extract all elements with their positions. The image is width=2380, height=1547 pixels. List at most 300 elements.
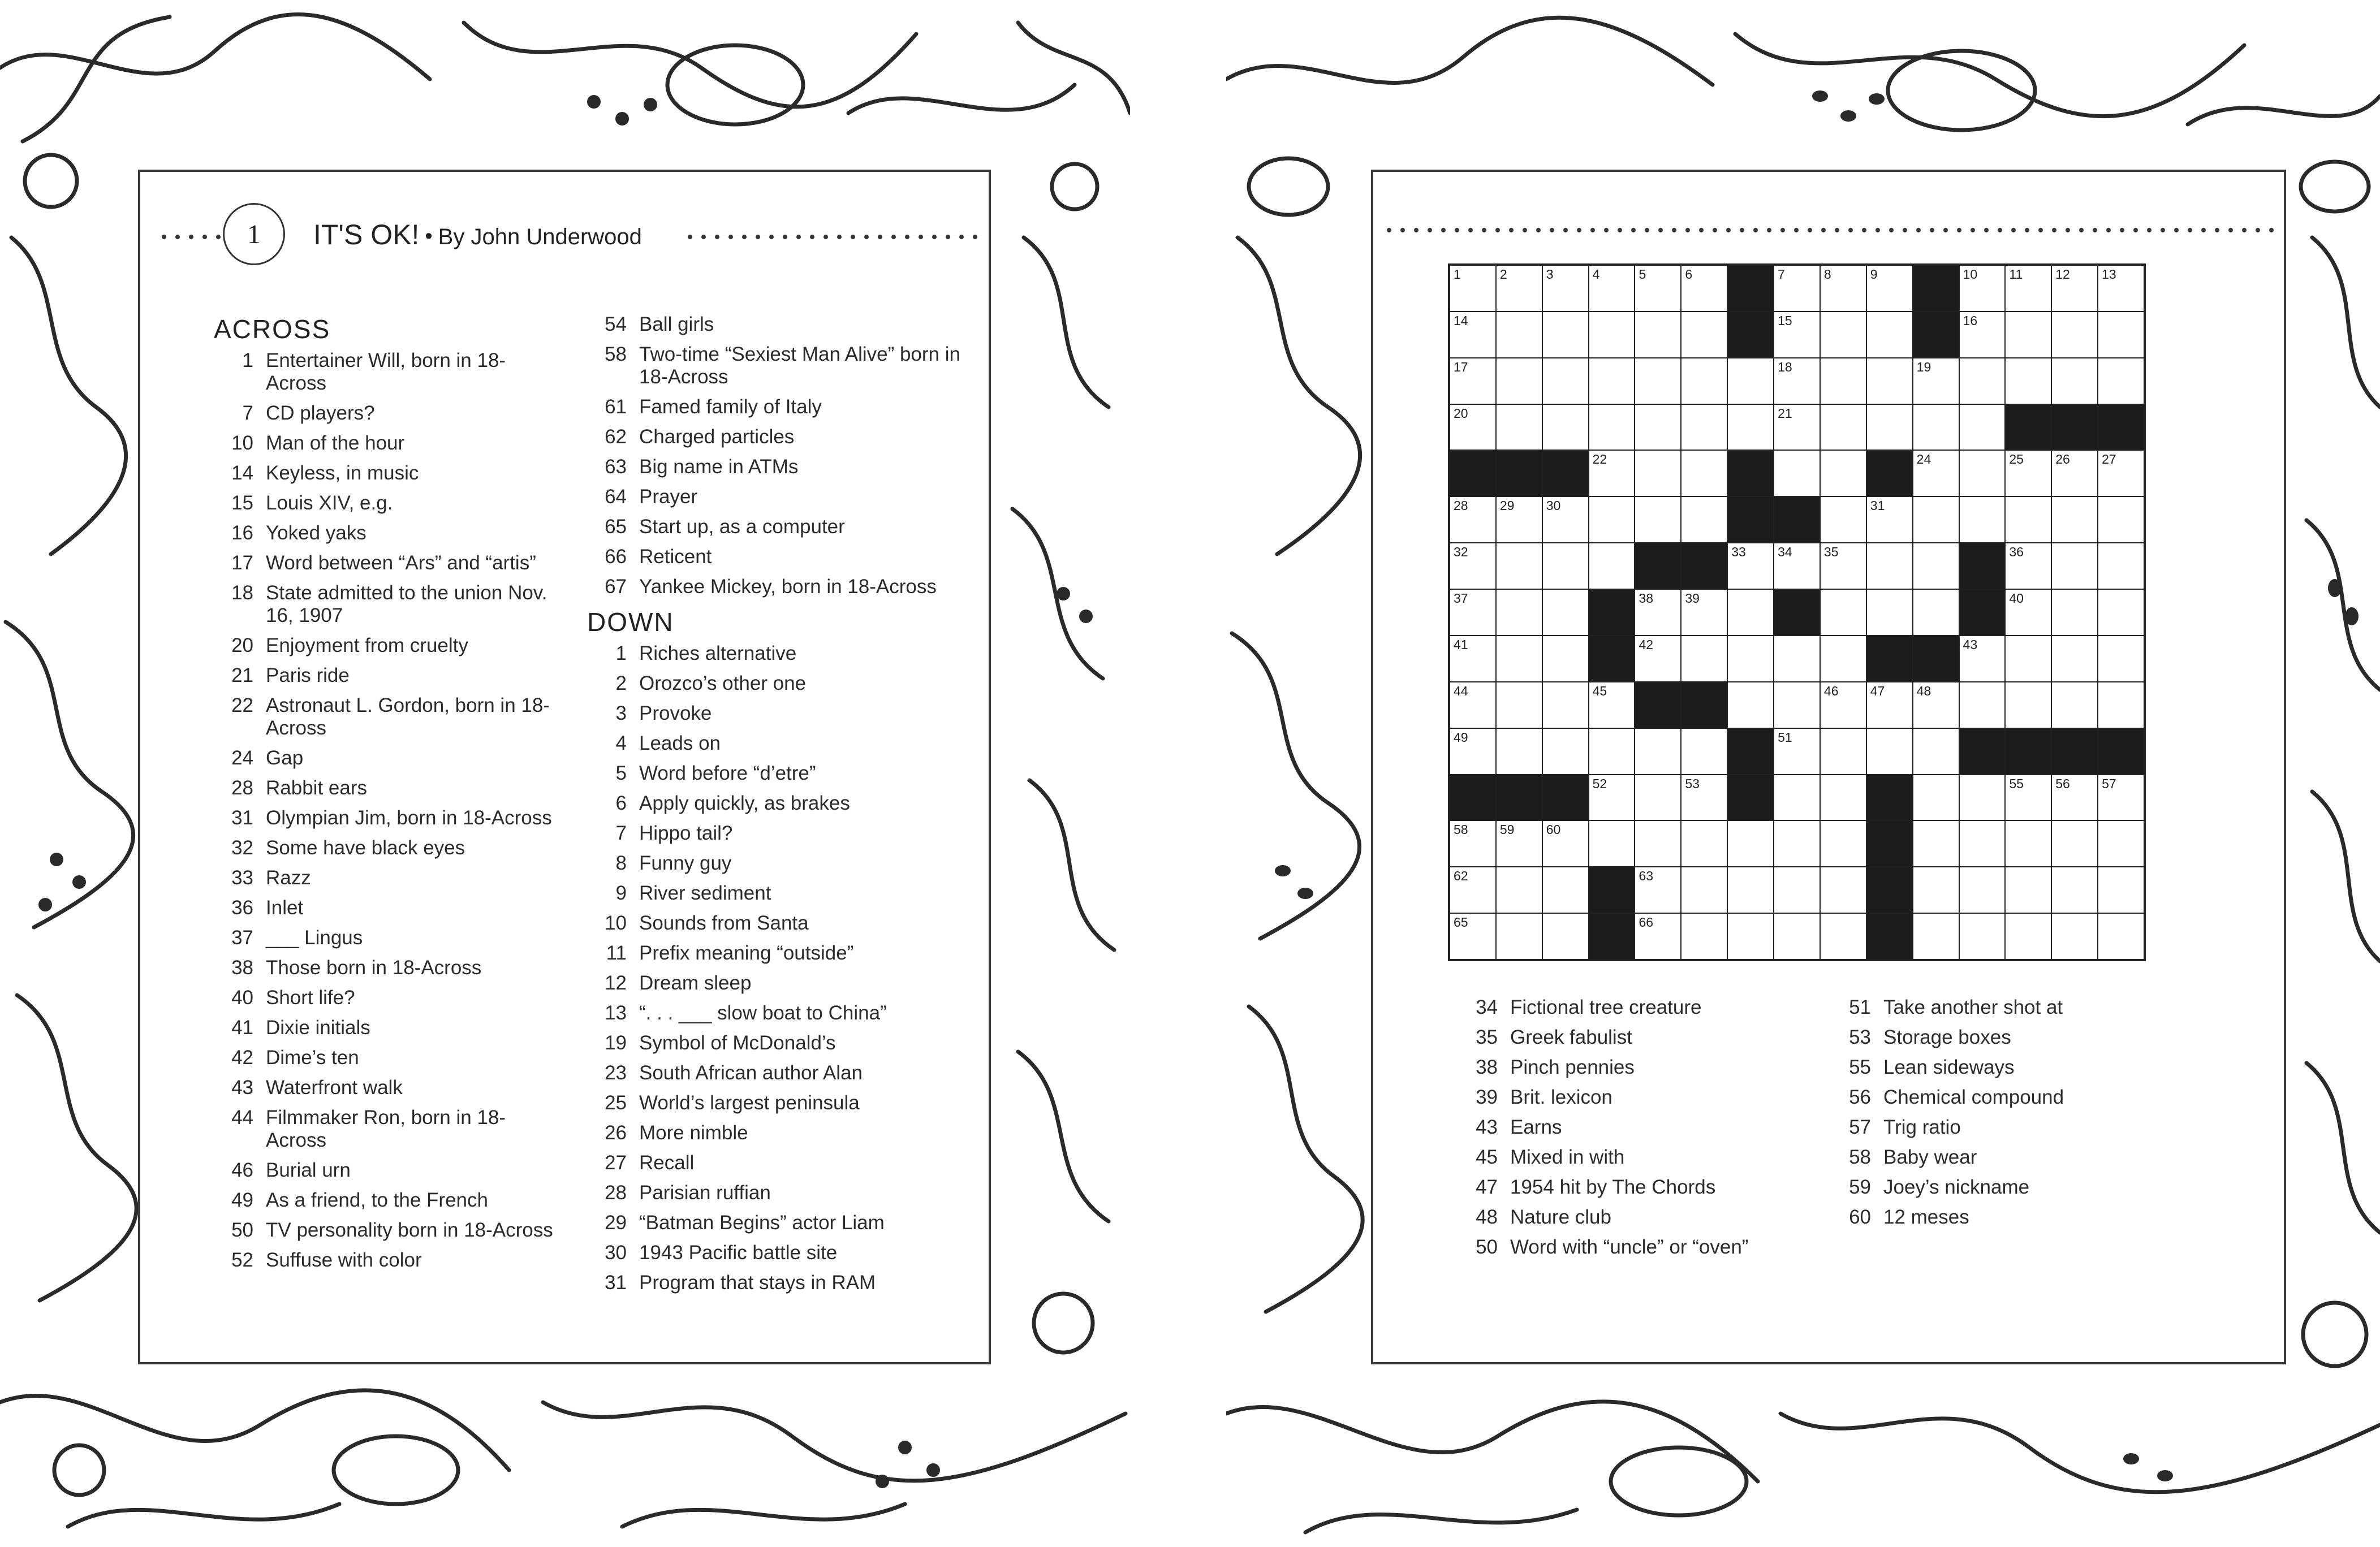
- clue-number: 51: [1849, 996, 1871, 1018]
- grid-cell[interactable]: [1774, 266, 1820, 311]
- cell-number: 62: [1454, 868, 1468, 884]
- cell-number: 45: [1592, 683, 1607, 698]
- grid-cell[interactable]: [1589, 497, 1635, 542]
- grid-cell[interactable]: [1774, 312, 1820, 357]
- cell-number: 55: [2009, 776, 2024, 791]
- grid-cell[interactable]: [1821, 312, 1866, 357]
- clue-item: [214, 1159, 564, 1182]
- grid-cell[interactable]: [1867, 682, 1912, 728]
- grid-cell[interactable]: [1589, 543, 1635, 589]
- grid-cell[interactable]: [2052, 497, 2097, 542]
- grid-cell[interactable]: [1913, 914, 1959, 959]
- grid-cell[interactable]: [2006, 590, 2051, 635]
- grid-cell[interactable]: [1589, 266, 1635, 311]
- grid-cell[interactable]: [1774, 775, 1820, 820]
- grid-cell[interactable]: [1450, 867, 1495, 913]
- clue-number: 64: [605, 486, 627, 508]
- grid-cell[interactable]: [1913, 543, 1959, 589]
- grid-cell[interactable]: [1960, 451, 2005, 496]
- cell-number: 16: [1963, 313, 1978, 328]
- clue-item: [1831, 1116, 2227, 1139]
- grid-cell[interactable]: [2006, 914, 2051, 959]
- grid-cell[interactable]: [1497, 682, 1542, 728]
- clue-text: River sediment: [639, 882, 771, 904]
- clue-number: 17: [231, 552, 253, 574]
- grid-cell[interactable]: [1960, 358, 2005, 404]
- grid-cell[interactable]: [2098, 775, 2144, 820]
- grid-block: [1589, 636, 1635, 681]
- grid-cell[interactable]: [1450, 497, 1495, 542]
- grid-cell[interactable]: [1774, 405, 1820, 450]
- grid-block: [1960, 543, 2005, 589]
- cell-number: 27: [2102, 452, 2116, 467]
- grid-cell[interactable]: [2052, 636, 2097, 681]
- page-gutter: [1130, 0, 1226, 1547]
- grid-cell[interactable]: [1450, 729, 1495, 774]
- grid-cell[interactable]: [1681, 636, 1727, 681]
- grid-cell[interactable]: [1497, 543, 1542, 589]
- grid-cell[interactable]: [1497, 821, 1542, 866]
- cell-number: 36: [2009, 545, 2024, 560]
- grid-cell[interactable]: [1681, 590, 1727, 635]
- grid-cell[interactable]: [2006, 867, 2051, 913]
- cell-number: 35: [1823, 545, 1839, 560]
- clue-item: [214, 837, 564, 859]
- clue-number: 20: [231, 634, 253, 656]
- clue-text: Hippo tail?: [639, 822, 733, 844]
- grid-cell[interactable]: [1774, 636, 1820, 681]
- grid-cell[interactable]: [2098, 497, 2144, 542]
- grid-cell[interactable]: [1867, 590, 1912, 635]
- grid-cell[interactable]: [1821, 914, 1866, 959]
- grid-cell[interactable]: [2006, 543, 2051, 589]
- grid-cell[interactable]: [1821, 543, 1866, 589]
- grid-cell[interactable]: [1913, 497, 1959, 542]
- puzzle-byline: By John Underwood: [438, 224, 642, 249]
- grid-cell[interactable]: [1960, 266, 2005, 311]
- grid-cell[interactable]: [2052, 451, 2097, 496]
- grid-cell[interactable]: [2006, 497, 2051, 542]
- grid-cell[interactable]: [1728, 867, 1773, 913]
- clue-text: World’s largest peninsula: [639, 1092, 860, 1114]
- grid-cell[interactable]: [1589, 729, 1635, 774]
- grid-cell[interactable]: [2052, 358, 2097, 404]
- grid-cell[interactable]: [2098, 590, 2144, 635]
- cell-number: 11: [2009, 267, 2023, 282]
- grid-cell[interactable]: [2052, 682, 2097, 728]
- clue-number: 35: [1476, 1026, 1498, 1048]
- grid-cell[interactable]: [1543, 405, 1588, 450]
- grid-cell[interactable]: [1913, 729, 1959, 774]
- grid-cell[interactable]: [1867, 729, 1912, 774]
- grid-cell[interactable]: [1821, 636, 1866, 681]
- clue-number: 28: [231, 777, 253, 799]
- clue-item: [214, 867, 564, 889]
- clue-number: 21: [231, 664, 253, 686]
- clue-text: Waterfront walk: [266, 1077, 403, 1099]
- grid-cell[interactable]: [1774, 729, 1820, 774]
- grid-cell[interactable]: [1589, 312, 1635, 357]
- grid-cell[interactable]: [1450, 821, 1495, 866]
- clue-text: Program that stays in RAM: [639, 1272, 876, 1294]
- grid-cell[interactable]: [2006, 358, 2051, 404]
- grid-cell[interactable]: [1728, 590, 1773, 635]
- clue-number: 24: [231, 747, 253, 769]
- puzzle-number-badge: 1: [223, 203, 285, 265]
- cell-number: 9: [1870, 267, 1878, 282]
- grid-cell[interactable]: [1728, 682, 1773, 728]
- grid-cell[interactable]: [2098, 358, 2144, 404]
- grid-cell[interactable]: [1635, 729, 1680, 774]
- grid-cell[interactable]: [1913, 867, 1959, 913]
- grid-cell[interactable]: [1589, 821, 1635, 866]
- grid-cell[interactable]: [1728, 543, 1773, 589]
- cell-number: 1: [1454, 267, 1461, 282]
- grid-cell[interactable]: [1543, 914, 1588, 959]
- grid-cell[interactable]: [1681, 729, 1727, 774]
- grid-cell[interactable]: [1913, 775, 1959, 820]
- grid-cell[interactable]: [1821, 497, 1866, 542]
- grid-cell[interactable]: [1821, 867, 1866, 913]
- grid-cell[interactable]: [1497, 405, 1542, 450]
- grid-cell[interactable]: [1681, 358, 1727, 404]
- grid-cell[interactable]: [1543, 543, 1588, 589]
- grid-cell[interactable]: [1728, 636, 1773, 681]
- grid-cell[interactable]: [1497, 497, 1542, 542]
- grid-cell[interactable]: [2006, 775, 2051, 820]
- clue-item: [1458, 1206, 1820, 1229]
- grid-block: [1913, 636, 1959, 681]
- grid-cell[interactable]: [1450, 636, 1495, 681]
- clue-item: [214, 747, 564, 770]
- clue-text: Dime’s ten: [266, 1047, 359, 1069]
- grid-block: [1774, 497, 1820, 542]
- clue-number: 61: [605, 396, 627, 418]
- grid-cell[interactable]: [2098, 821, 2144, 866]
- grid-cell[interactable]: [1635, 497, 1680, 542]
- cell-number: 2: [1499, 267, 1507, 282]
- grid-cell[interactable]: [1543, 590, 1588, 635]
- grid-cell[interactable]: [2052, 821, 2097, 866]
- clue-number: 58: [605, 343, 627, 365]
- clue-number: 48: [1476, 1206, 1498, 1228]
- clue-text: Baby wear: [1883, 1146, 1977, 1168]
- grid-cell[interactable]: [2098, 451, 2144, 496]
- cell-number: 63: [1639, 868, 1654, 884]
- grid-cell[interactable]: [1681, 867, 1727, 913]
- grid-cell[interactable]: [2098, 312, 2144, 357]
- grid-cell[interactable]: [1450, 358, 1495, 404]
- cell-number: 66: [1639, 915, 1654, 930]
- clue-item: [587, 822, 983, 845]
- grid-cell[interactable]: [1635, 358, 1680, 404]
- grid-cell[interactable]: [1728, 821, 1773, 866]
- grid-cell[interactable]: [1450, 914, 1495, 959]
- clue-text: Provoke: [639, 702, 712, 724]
- grid-cell[interactable]: [1450, 682, 1495, 728]
- clue-text: As a friend, to the French: [266, 1189, 488, 1211]
- grid-cell[interactable]: [1960, 405, 2005, 450]
- grid-cell[interactable]: [1821, 821, 1866, 866]
- grid-cell[interactable]: [1681, 405, 1727, 450]
- grid-cell[interactable]: [1497, 867, 1542, 913]
- grid-cell[interactable]: [1821, 775, 1866, 820]
- down-clue-list: [587, 642, 983, 1294]
- clue-text: Pinch pennies: [1510, 1056, 1635, 1078]
- grid-cell[interactable]: [1728, 358, 1773, 404]
- grid-cell[interactable]: [1543, 358, 1588, 404]
- clue-number: 41: [231, 1017, 253, 1039]
- grid-cell[interactable]: [1867, 358, 1912, 404]
- grid-cell[interactable]: [1821, 451, 1866, 496]
- grid-cell[interactable]: [1913, 358, 1959, 404]
- clue-item: [587, 1092, 983, 1114]
- clue-number: 12: [605, 972, 627, 994]
- grid-cell[interactable]: [1589, 405, 1635, 450]
- title-separator: •: [425, 224, 433, 249]
- clue-item: [214, 582, 564, 627]
- clue-item: [1458, 1026, 1820, 1049]
- clue-text: Entertainer Will, born in 18-Across: [266, 349, 506, 394]
- clue-number: 26: [605, 1122, 627, 1144]
- cell-number: 13: [2102, 267, 2116, 282]
- grid-cell[interactable]: [1867, 312, 1912, 357]
- clue-text: 12 meses: [1883, 1206, 1969, 1228]
- clue-item: [587, 792, 983, 815]
- clue-item: [587, 486, 983, 508]
- grid-cell[interactable]: [1589, 358, 1635, 404]
- grid-cell[interactable]: [1960, 636, 2005, 681]
- grid-cell[interactable]: [1635, 914, 1680, 959]
- cell-number: 40: [2009, 591, 2024, 606]
- grid-cell[interactable]: [1681, 497, 1727, 542]
- clue-text: “. . . ___ slow boat to China”: [639, 1002, 887, 1024]
- grid-block: [1867, 775, 1912, 820]
- grid-cell[interactable]: [1450, 266, 1495, 311]
- grid-cell[interactable]: [1821, 590, 1866, 635]
- grid-cell[interactable]: [1635, 590, 1680, 635]
- grid-cell[interactable]: [1589, 775, 1635, 820]
- grid-cell[interactable]: [2052, 867, 2097, 913]
- grid-cell[interactable]: [2006, 266, 2051, 311]
- grid-cell[interactable]: [1497, 590, 1542, 635]
- grid-cell[interactable]: [1913, 451, 1959, 496]
- clue-text: Word before “d’etre”: [639, 762, 816, 784]
- cell-number: 15: [1778, 313, 1792, 328]
- grid-block: [2006, 405, 2051, 450]
- grid-cell[interactable]: [1450, 543, 1495, 589]
- grid-cell[interactable]: [2052, 914, 2097, 959]
- grid-cell[interactable]: [2052, 543, 2097, 589]
- clue-item: [214, 462, 564, 485]
- grid-cell[interactable]: [1497, 266, 1542, 311]
- clue-text: Greek fabulist: [1510, 1026, 1632, 1048]
- grid-cell[interactable]: [1774, 543, 1820, 589]
- grid-cell[interactable]: [2098, 266, 2144, 311]
- grid-cell[interactable]: [1681, 821, 1727, 866]
- grid-cell[interactable]: [1497, 636, 1542, 681]
- clue-number: 38: [231, 957, 253, 979]
- clue-number: 60: [1849, 1206, 1871, 1228]
- clue-number: 63: [605, 456, 627, 478]
- grid-cell[interactable]: [1543, 497, 1588, 542]
- grid-cell[interactable]: [1497, 729, 1542, 774]
- clue-text: Two-time “Sexiest Man Alive” born in 18-Across: [639, 343, 960, 388]
- clue-text: Some have black eyes: [266, 837, 465, 859]
- clue-text: Lean sideways: [1883, 1056, 2015, 1078]
- clue-number: 40: [231, 987, 253, 1009]
- grid-cell[interactable]: [1635, 451, 1680, 496]
- grid-cell[interactable]: [1960, 682, 2005, 728]
- clue-text: Olympian Jim, born in 18-Across: [266, 807, 552, 829]
- grid-cell[interactable]: [2006, 451, 2051, 496]
- grid-cell[interactable]: [1450, 405, 1495, 450]
- grid-cell[interactable]: [2052, 312, 2097, 357]
- grid-cell[interactable]: [2006, 312, 2051, 357]
- clue-number: 22: [231, 694, 253, 716]
- clue-item: [1458, 1116, 1820, 1139]
- clue-text: Parisian ruffian: [639, 1182, 771, 1204]
- grid-cell[interactable]: [1543, 266, 1588, 311]
- grid-cell[interactable]: [1497, 914, 1542, 959]
- grid-cell[interactable]: [1681, 775, 1727, 820]
- grid-cell[interactable]: [2098, 914, 2144, 959]
- cell-number: 5: [1639, 267, 1646, 282]
- grid-cell[interactable]: [1913, 405, 1959, 450]
- grid-cell[interactable]: [1960, 914, 2005, 959]
- grid-block: [2052, 405, 2097, 450]
- right-page: [1226, 0, 2380, 1547]
- grid-cell[interactable]: [1450, 312, 1495, 357]
- grid-cell[interactable]: [1589, 682, 1635, 728]
- grid-cell[interactable]: [1589, 451, 1635, 496]
- clue-number: 25: [605, 1092, 627, 1114]
- clue-text: Rabbit ears: [266, 777, 367, 799]
- grid-cell[interactable]: [2098, 636, 2144, 681]
- clue-number: 14: [231, 462, 253, 484]
- grid-cell[interactable]: [1867, 497, 1912, 542]
- grid-cell[interactable]: [1821, 266, 1866, 311]
- grid-cell[interactable]: [1635, 636, 1680, 681]
- grid-cell[interactable]: [2098, 867, 2144, 913]
- cell-number: 20: [1454, 405, 1468, 421]
- grid-cell[interactable]: [2052, 266, 2097, 311]
- grid-cell[interactable]: [1960, 497, 2005, 542]
- cell-number: 48: [1916, 683, 1931, 698]
- grid-cell[interactable]: [1543, 682, 1588, 728]
- grid-cell[interactable]: [1821, 405, 1866, 450]
- grid-cell[interactable]: [1681, 266, 1727, 311]
- grid-cell[interactable]: [1821, 682, 1866, 728]
- clue-text: Brit. lexicon: [1510, 1086, 1612, 1108]
- grid-cell[interactable]: [1960, 312, 2005, 357]
- grid-cell[interactable]: [1774, 358, 1820, 404]
- grid-block: [1867, 451, 1912, 496]
- cell-number: 57: [2102, 776, 2116, 791]
- grid-cell[interactable]: [1867, 266, 1912, 311]
- grid-cell[interactable]: [1728, 914, 1773, 959]
- grid-cell[interactable]: [1960, 821, 2005, 866]
- grid-cell[interactable]: [1960, 867, 2005, 913]
- grid-cell[interactable]: [1635, 405, 1680, 450]
- grid-cell[interactable]: [1774, 867, 1820, 913]
- grid-cell[interactable]: [1497, 358, 1542, 404]
- clue-item: [1831, 996, 2227, 1019]
- clue-item: [214, 957, 564, 979]
- grid-cell[interactable]: [1774, 682, 1820, 728]
- grid-cell[interactable]: [1681, 914, 1727, 959]
- grid-cell[interactable]: [1450, 590, 1495, 635]
- grid-cell[interactable]: [1543, 729, 1588, 774]
- grid-cell[interactable]: [2052, 775, 2097, 820]
- clue-text: Trig ratio: [1883, 1116, 1961, 1138]
- clue-item: [1831, 1176, 2227, 1199]
- grid-cell[interactable]: [1543, 312, 1588, 357]
- grid-cell[interactable]: [1728, 405, 1773, 450]
- cell-number: 31: [1870, 498, 1885, 513]
- clue-number: 36: [231, 897, 253, 919]
- grid-cell[interactable]: [1960, 775, 2005, 820]
- grid-cell[interactable]: [1543, 821, 1588, 866]
- grid-cell[interactable]: [1497, 312, 1542, 357]
- grid-cell[interactable]: [1681, 451, 1727, 496]
- clue-number: 6: [615, 792, 627, 814]
- grid-cell[interactable]: [1867, 405, 1912, 450]
- clue-item: [587, 1212, 983, 1234]
- grid-cell[interactable]: [1543, 867, 1588, 913]
- header-dots-right: [683, 234, 983, 240]
- grid-cell[interactable]: [1821, 729, 1866, 774]
- grid-cell[interactable]: [1913, 682, 1959, 728]
- cell-number: 60: [1546, 822, 1561, 837]
- grid-cell[interactable]: [1774, 821, 1820, 866]
- grid-block: [1543, 775, 1588, 820]
- grid-block: [1728, 729, 1773, 774]
- clue-text: Prayer: [639, 486, 698, 508]
- left-page: [0, 0, 1130, 1547]
- grid-cell[interactable]: [1635, 312, 1680, 357]
- clue-item: [587, 972, 983, 995]
- grid-cell[interactable]: [1635, 867, 1680, 913]
- grid-cell[interactable]: [1543, 636, 1588, 681]
- grid-cell[interactable]: [1635, 775, 1680, 820]
- grid-cell[interactable]: [1821, 358, 1866, 404]
- clue-item: [214, 694, 564, 740]
- grid-cell[interactable]: [1681, 312, 1727, 357]
- grid-cell[interactable]: [2098, 543, 2144, 589]
- grid-cell[interactable]: [1774, 451, 1820, 496]
- clue-text: Man of the hour: [266, 432, 405, 454]
- grid-cell[interactable]: [1913, 821, 1959, 866]
- grid-block: [2006, 729, 2051, 774]
- grid-cell[interactable]: [2006, 636, 2051, 681]
- grid-block: [1774, 590, 1820, 635]
- cell-number: 29: [1499, 498, 1515, 513]
- clue-text: Charged particles: [639, 426, 795, 448]
- clue-number: 31: [605, 1272, 627, 1294]
- grid-cell[interactable]: [1867, 543, 1912, 589]
- grid-cell[interactable]: [1774, 914, 1820, 959]
- grid-cell[interactable]: [2052, 590, 2097, 635]
- grid-cell[interactable]: [2006, 682, 2051, 728]
- clue-text: CD players?: [266, 402, 375, 424]
- grid-cell[interactable]: [2098, 682, 2144, 728]
- grid-cell[interactable]: [2006, 821, 2051, 866]
- clue-number: 50: [1476, 1236, 1498, 1258]
- grid-cell[interactable]: [1635, 821, 1680, 866]
- grid-cell[interactable]: [1913, 590, 1959, 635]
- grid-cell[interactable]: [1635, 266, 1680, 311]
